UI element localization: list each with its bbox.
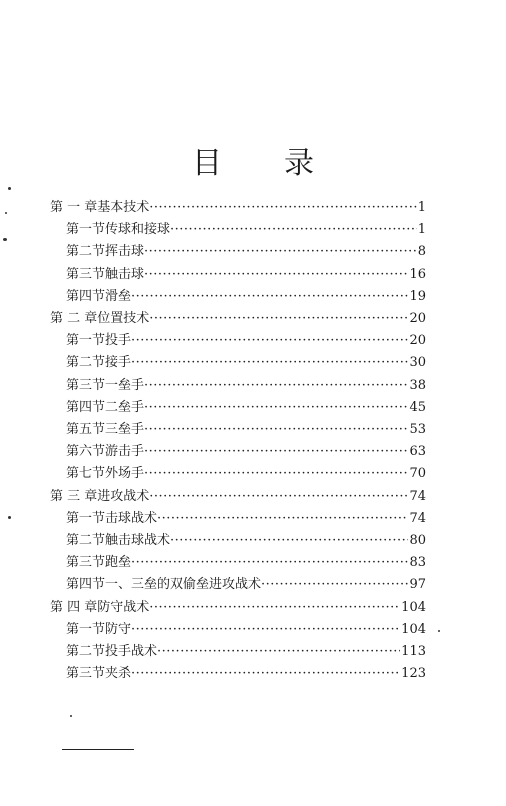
toc-section-row — [66, 352, 426, 374]
toc-leader-dots — [131, 330, 408, 352]
toc-title: 夹杀 — [105, 666, 132, 682]
toc-leader-dots — [170, 530, 408, 552]
toc-page-number: 1 — [417, 200, 426, 215]
toc-section-row — [66, 397, 426, 419]
toc-title: 接手 — [105, 355, 132, 371]
toc-chapter-row — [50, 308, 426, 330]
toc-label: 第四节 — [66, 399, 106, 415]
toc-label: 第一节 — [66, 510, 106, 526]
toc-section-row — [66, 441, 426, 463]
toc-label: 第四节 — [66, 577, 106, 593]
toc-page-number: 8 — [417, 244, 426, 260]
toc-leader-dots — [144, 241, 417, 263]
toc-section-row — [66, 619, 426, 641]
toc-label: 第六节 — [66, 444, 106, 460]
title-char-mu: 目 — [192, 146, 222, 181]
toc-page-number: 53 — [409, 422, 426, 437]
toc-page-number: 38 — [409, 377, 426, 393]
toc-page-number: 16 — [409, 266, 426, 282]
toc-page-number: 80 — [409, 533, 426, 548]
toc-leader-dots — [131, 663, 400, 685]
toc-title: 击球战术 — [105, 510, 158, 526]
toc-section-row — [66, 574, 426, 596]
toc-page-number: 74 — [409, 510, 426, 526]
toc-leader-dots — [144, 264, 408, 286]
toc-chapter-row — [50, 197, 426, 219]
toc-leader-dots — [157, 508, 408, 530]
toc-section-row — [66, 508, 426, 530]
toc-label: 第二节 — [66, 244, 106, 260]
toc-page-number: 74 — [409, 488, 426, 504]
toc-page-number: 20 — [409, 333, 426, 349]
toc-label: 第三节 — [66, 555, 106, 571]
toc-section-row — [66, 375, 426, 397]
toc-title: 一、三垒的双偷垒进攻战术 — [105, 577, 262, 593]
toc-title: 外场手 — [105, 466, 145, 482]
scan-speck — [70, 715, 72, 717]
toc-title: 触击球 — [105, 266, 145, 282]
toc-page-number: 20 — [409, 311, 426, 326]
toc-section-row — [66, 264, 426, 286]
toc-title: 防守战术 — [97, 599, 150, 615]
toc-label: 第一节 — [66, 621, 106, 637]
toc-leader-dots — [149, 308, 408, 330]
toc-leader-dots — [144, 375, 408, 397]
toc-leader-dots — [131, 286, 408, 308]
toc-label: 第三节 — [66, 266, 106, 282]
toc-title: 跑垒 — [105, 555, 132, 571]
toc-section-row — [66, 463, 426, 485]
toc-page-number: 113 — [401, 644, 426, 659]
toc-title: 位置技术 — [97, 311, 150, 326]
page-title — [0, 138, 506, 182]
toc-section-row — [66, 641, 426, 663]
toc-leader-dots — [131, 619, 400, 641]
toc-label: 第二节 — [66, 644, 106, 659]
toc-section-row — [66, 330, 426, 352]
toc-label: 第二节 — [66, 355, 106, 371]
toc-leader-dots — [170, 219, 417, 241]
toc-leader-dots — [144, 463, 408, 485]
toc-leader-dots — [149, 197, 416, 219]
scan-speck — [8, 187, 11, 190]
toc-label: 第 二 章 — [50, 311, 98, 326]
toc-title: 触击球战术 — [105, 533, 171, 548]
toc-label: 第 四 章 — [50, 599, 98, 615]
toc-label: 第一节 — [66, 333, 106, 349]
scan-speck — [5, 212, 7, 214]
toc-title: 投手 — [105, 333, 132, 349]
toc-label: 第 一 章 — [50, 200, 98, 215]
scan-speck — [3, 238, 7, 241]
toc-page-number: 104 — [401, 621, 426, 637]
toc-page-number: 104 — [401, 599, 426, 615]
toc-section-row — [66, 552, 426, 574]
toc-page-number: 63 — [409, 444, 426, 460]
toc-page-number: 70 — [409, 466, 426, 482]
toc-page-number: 45 — [409, 399, 426, 415]
toc-leader-dots — [144, 441, 408, 463]
toc-title: 游击手 — [105, 444, 145, 460]
toc-label: 第七节 — [66, 466, 106, 482]
toc-leader-dots — [131, 352, 408, 374]
toc-title: 投手战术 — [105, 644, 158, 659]
toc-section-row — [66, 419, 426, 441]
toc-label: 第三节 — [66, 377, 106, 393]
toc-page-number: 1 — [417, 222, 426, 238]
toc-title: 三垒手 — [105, 422, 145, 437]
toc-section-row — [66, 241, 426, 263]
toc-page-number: 30 — [409, 355, 426, 371]
toc-title: 传球和接球 — [105, 222, 171, 238]
toc-section-row — [66, 219, 426, 241]
toc-page-number: 83 — [409, 555, 426, 571]
toc-leader-dots — [149, 597, 400, 619]
toc-leader-dots — [149, 486, 408, 508]
toc-leader-dots — [144, 419, 408, 441]
toc-title: 滑垒 — [105, 288, 132, 304]
toc-leader-dots — [144, 397, 408, 419]
toc-chapter-row — [50, 486, 426, 508]
toc-section-row — [66, 530, 426, 552]
toc-title: 进攻战术 — [97, 488, 150, 504]
toc-page-number: 97 — [409, 577, 426, 593]
toc-label: 第 三 章 — [50, 488, 98, 504]
toc-title: 基本技术 — [97, 200, 150, 215]
toc-label: 第二节 — [66, 533, 106, 548]
toc-title: 防守 — [105, 621, 132, 637]
toc-section-row — [66, 663, 426, 685]
toc-label: 第四节 — [66, 288, 106, 304]
toc-section-row — [66, 286, 426, 308]
toc-label: 第三节 — [66, 666, 106, 682]
toc-label: 第一节 — [66, 222, 106, 238]
scan-speck — [438, 630, 440, 632]
toc-leader-dots — [261, 574, 408, 596]
footer-rule — [62, 749, 134, 750]
toc-page-number: 19 — [409, 288, 426, 304]
toc-chapter-row — [50, 597, 426, 619]
scan-speck — [8, 516, 11, 519]
title-char-lu: 录 — [284, 146, 314, 181]
toc-leader-dots — [131, 552, 408, 574]
toc-page-number: 123 — [401, 666, 426, 682]
toc-leader-dots — [157, 641, 400, 663]
toc-title: 二垒手 — [105, 399, 145, 415]
toc-title: 挥击球 — [105, 244, 145, 260]
toc-title: 一垒手 — [105, 377, 145, 393]
toc-label: 第五节 — [66, 422, 106, 437]
